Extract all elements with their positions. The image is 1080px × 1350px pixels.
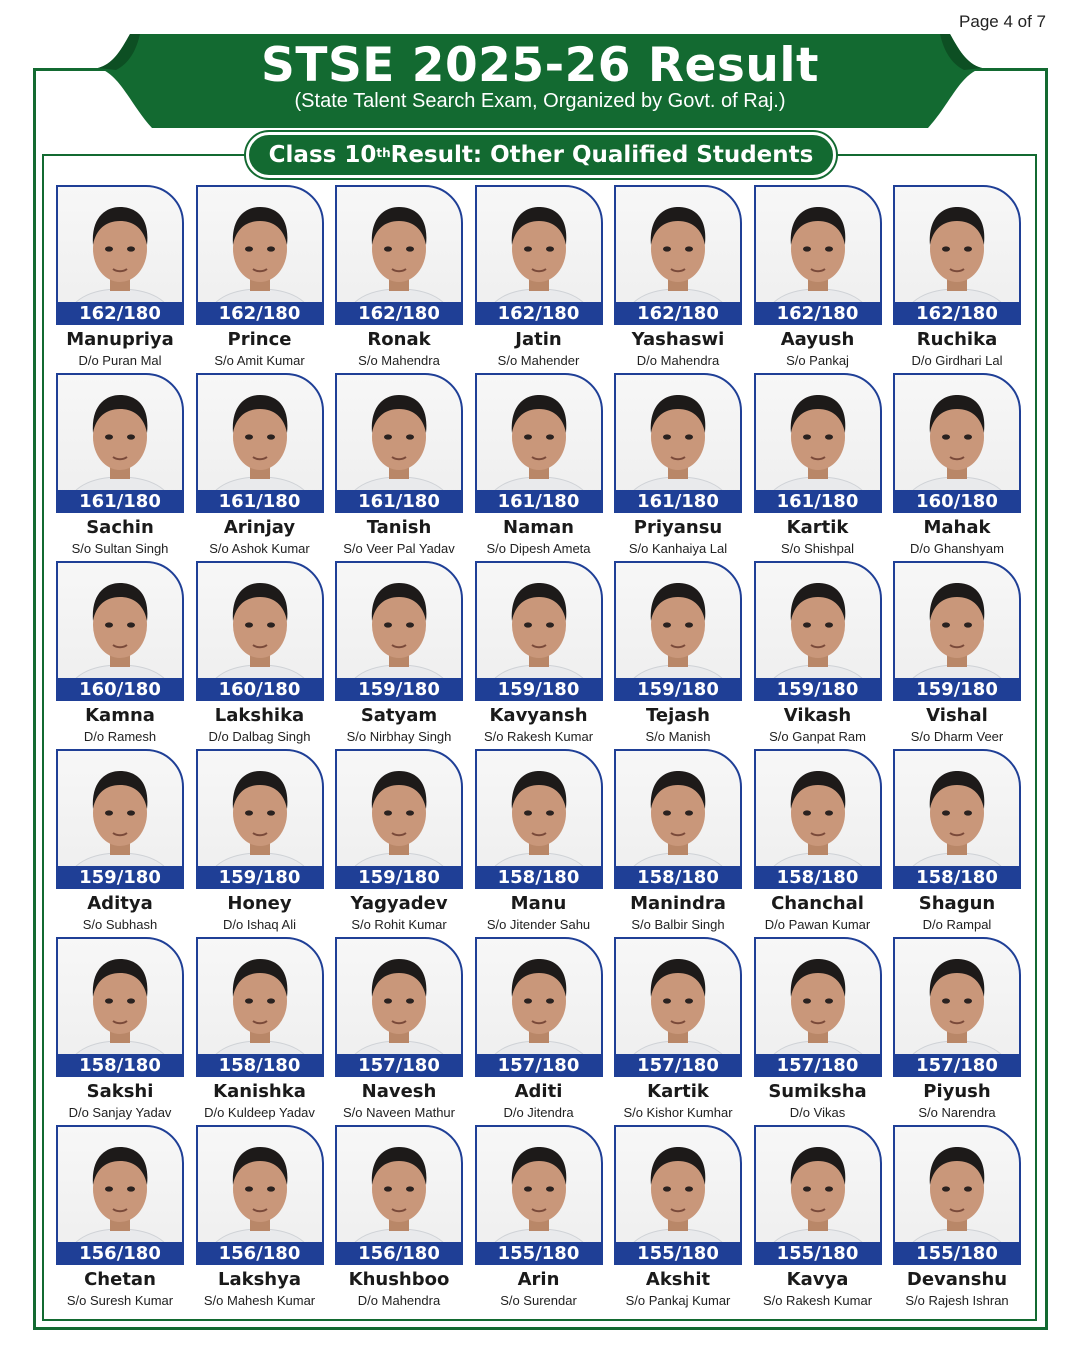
student-score: 158/180 <box>614 866 742 889</box>
student-score: 158/180 <box>754 866 882 889</box>
student-name: Chetan <box>84 1269 156 1290</box>
student-name: Ronak <box>367 329 431 350</box>
student-parent: S/o Pankaj <box>786 353 849 368</box>
student-card <box>195 185 325 373</box>
student-score: 155/180 <box>614 1242 742 1265</box>
student-parent: S/o Naveen Mathur <box>342 1105 455 1120</box>
student-score: 160/180 <box>56 678 184 701</box>
student-score: 161/180 <box>614 490 742 513</box>
student-name: Navesh <box>361 1081 437 1102</box>
student-score: 157/180 <box>614 1054 742 1077</box>
student-name: Arinjay <box>223 517 296 538</box>
student-score: 156/180 <box>196 1242 324 1265</box>
student-parent: D/o Ghanshyam <box>910 541 1004 556</box>
student-score: 161/180 <box>475 490 603 513</box>
student-card <box>892 185 1022 373</box>
student-card <box>334 749 464 937</box>
student-score: 159/180 <box>335 678 463 701</box>
student-name: Kavyansh <box>489 705 588 726</box>
student-parent: S/o Mahesh Kumar <box>203 1293 316 1308</box>
student-name: Sachin <box>86 517 154 538</box>
student-card <box>892 561 1022 749</box>
student-parent: D/o Girdhari Lal <box>911 353 1003 368</box>
student-card <box>55 373 185 561</box>
student-card <box>474 373 604 561</box>
student-score: 160/180 <box>893 490 1021 513</box>
student-parent: S/o Rakesh Kumar <box>483 729 594 744</box>
student-score: 159/180 <box>614 678 742 701</box>
student-name: Honey <box>227 893 292 914</box>
student-name: Aditya <box>87 893 153 914</box>
student-card <box>55 561 185 749</box>
student-card <box>753 937 883 1125</box>
student-name: Kamna <box>85 705 155 726</box>
student-card <box>753 185 883 373</box>
student-score: 159/180 <box>475 678 603 701</box>
student-score: 158/180 <box>56 1054 184 1077</box>
student-score: 161/180 <box>335 490 463 513</box>
student-card <box>613 373 743 561</box>
student-card <box>334 373 464 561</box>
student-parent: S/o Amit Kumar <box>214 353 305 368</box>
student-name: Priyansu <box>633 517 723 538</box>
student-score: 158/180 <box>475 866 603 889</box>
student-card <box>474 749 604 937</box>
page-title: STSE 2025-26 Result <box>261 38 819 93</box>
student-parent: S/o Subhash <box>82 917 158 932</box>
student-parent: S/o Balbir Singh <box>631 917 725 932</box>
student-card <box>55 1125 185 1313</box>
student-score: 159/180 <box>56 866 184 889</box>
student-score: 157/180 <box>475 1054 603 1077</box>
student-parent: D/o Kuldeep Yadav <box>204 1105 315 1120</box>
student-card <box>753 749 883 937</box>
student-card <box>613 185 743 373</box>
student-parent: S/o Mahender <box>497 353 580 368</box>
student-parent: S/o Mahendra <box>358 353 440 368</box>
student-name: Kavya <box>786 1269 849 1290</box>
student-parent: S/o Surendar <box>500 1293 577 1308</box>
student-card <box>195 749 325 937</box>
student-score: 159/180 <box>893 678 1021 701</box>
student-name: Manindra <box>630 893 726 914</box>
student-parent: D/o Pawan Kumar <box>764 917 871 932</box>
student-name: Tejash <box>646 705 710 726</box>
student-score: 161/180 <box>754 490 882 513</box>
student-parent: S/o Manish <box>645 729 711 744</box>
student-name: Lakshika <box>214 705 305 726</box>
student-card <box>474 1125 604 1313</box>
student-score: 155/180 <box>893 1242 1021 1265</box>
student-parent: S/o Dipesh Ameta <box>486 541 591 556</box>
student-parent: S/o Shishpal <box>781 541 854 556</box>
student-score: 158/180 <box>196 1054 324 1077</box>
student-name: Arin <box>517 1269 560 1290</box>
section-title-prefix: Class 10 <box>268 142 377 168</box>
student-score: 157/180 <box>754 1054 882 1077</box>
student-card <box>55 185 185 373</box>
student-parent: D/o Ramesh <box>83 729 157 744</box>
student-card <box>334 185 464 373</box>
student-name: Naman <box>503 517 574 538</box>
student-parent: S/o Veer Pal Yadav <box>343 541 455 556</box>
student-name: Devanshu <box>906 1269 1008 1290</box>
student-score: 162/180 <box>56 302 184 325</box>
student-score: 159/180 <box>754 678 882 701</box>
student-name: Manu <box>510 893 567 914</box>
section-title-sup: th <box>376 146 391 160</box>
student-name: Yagyadev <box>350 893 448 914</box>
student-name: Aayush <box>780 329 855 350</box>
student-score: 162/180 <box>754 302 882 325</box>
student-name: Vikash <box>783 705 852 726</box>
student-card <box>195 373 325 561</box>
student-name: Shagun <box>918 893 996 914</box>
student-card <box>892 1125 1022 1313</box>
student-score: 155/180 <box>475 1242 603 1265</box>
student-card <box>892 749 1022 937</box>
student-card <box>334 1125 464 1313</box>
student-name: Aditi <box>514 1081 563 1102</box>
student-name: Prince <box>227 329 292 350</box>
student-card <box>892 373 1022 561</box>
student-score: 162/180 <box>475 302 603 325</box>
student-score: 156/180 <box>56 1242 184 1265</box>
student-name: Mahak <box>923 517 991 538</box>
student-score: 157/180 <box>335 1054 463 1077</box>
student-score: 162/180 <box>614 302 742 325</box>
student-score: 156/180 <box>335 1242 463 1265</box>
student-parent: S/o Ganpat Ram <box>769 729 866 744</box>
student-card <box>334 937 464 1125</box>
student-parent: S/o Rakesh Kumar <box>762 1293 873 1308</box>
student-card <box>55 749 185 937</box>
student-parent: D/o Vikas <box>789 1105 846 1120</box>
student-parent: D/o Puran Mal <box>78 353 162 368</box>
page-number: Page 4 of 7 <box>959 12 1046 31</box>
student-name: Sumiksha <box>768 1081 867 1102</box>
section-title-suffix: Result: Other Qualified Students <box>390 142 814 168</box>
student-score: 162/180 <box>196 302 324 325</box>
student-name: Kanishka <box>213 1081 306 1102</box>
student-name: Ruchika <box>916 329 998 350</box>
student-parent: D/o Mahendra <box>357 1293 441 1308</box>
student-score: 162/180 <box>893 302 1021 325</box>
student-name: Kartik <box>786 517 849 538</box>
student-score: 161/180 <box>56 490 184 513</box>
student-parent: S/o Narendra <box>918 1105 996 1120</box>
student-score: 159/180 <box>196 866 324 889</box>
student-parent: D/o Sanjay Yadav <box>68 1105 172 1120</box>
student-card <box>753 1125 883 1313</box>
student-name: Khushboo <box>348 1269 450 1290</box>
student-parent: S/o Pankaj Kumar <box>625 1293 731 1308</box>
student-name: Manupriya <box>66 329 174 350</box>
student-name: Vishal <box>926 705 988 726</box>
section-title <box>246 132 836 178</box>
student-name: Sakshi <box>86 1081 154 1102</box>
student-name: Jatin <box>515 329 562 350</box>
student-card <box>613 561 743 749</box>
student-parent: D/o Ishaq Ali <box>223 917 296 932</box>
student-parent: S/o Ashok Kumar <box>209 541 310 556</box>
student-name: Lakshya <box>218 1269 301 1290</box>
student-score: 161/180 <box>196 490 324 513</box>
student-name: Akshit <box>645 1269 711 1290</box>
student-card <box>195 561 325 749</box>
student-name: Piyush <box>923 1081 991 1102</box>
student-card <box>334 561 464 749</box>
student-parent: S/o Sultan Singh <box>71 541 169 556</box>
student-parent: S/o Jitender Sahu <box>486 917 591 932</box>
student-parent: S/o Rajesh Ishran <box>905 1293 1009 1308</box>
student-name: Satyam <box>360 705 438 726</box>
student-card <box>892 937 1022 1125</box>
student-parent: S/o Kanhaiya Lal <box>628 541 728 556</box>
student-score: 159/180 <box>335 866 463 889</box>
student-score: 155/180 <box>754 1242 882 1265</box>
student-card <box>753 561 883 749</box>
student-card <box>613 937 743 1125</box>
student-card <box>474 937 604 1125</box>
student-parent: D/o Jitendra <box>503 1105 574 1120</box>
student-parent: D/o Mahendra <box>636 353 720 368</box>
student-parent: S/o Suresh Kumar <box>66 1293 174 1308</box>
student-parent: D/o Rampal <box>922 917 992 932</box>
student-parent: S/o Nirbhay Singh <box>346 729 452 744</box>
student-name: Yashaswi <box>631 329 725 350</box>
student-parent: S/o Dharm Veer <box>910 729 1004 744</box>
student-card <box>753 373 883 561</box>
student-card <box>613 1125 743 1313</box>
student-grid <box>55 185 1025 1313</box>
student-card <box>474 561 604 749</box>
student-score: 157/180 <box>893 1054 1021 1077</box>
student-name: Tanish <box>366 517 432 538</box>
student-parent: D/o Dalbag Singh <box>208 729 311 744</box>
student-parent: S/o Rohit Kumar <box>351 917 447 932</box>
student-name: Kartik <box>647 1081 709 1102</box>
page-subtitle: (State Talent Search Exam, Organized by Govt. of Raj.) <box>294 90 786 112</box>
student-parent: S/o Kishor Kumhar <box>623 1105 733 1120</box>
student-name: Chanchal <box>771 893 864 914</box>
student-card <box>195 1125 325 1313</box>
student-score: 158/180 <box>893 866 1021 889</box>
student-card <box>474 185 604 373</box>
student-card <box>613 749 743 937</box>
student-card <box>195 937 325 1125</box>
student-score: 160/180 <box>196 678 324 701</box>
student-score: 162/180 <box>335 302 463 325</box>
student-card <box>55 937 185 1125</box>
